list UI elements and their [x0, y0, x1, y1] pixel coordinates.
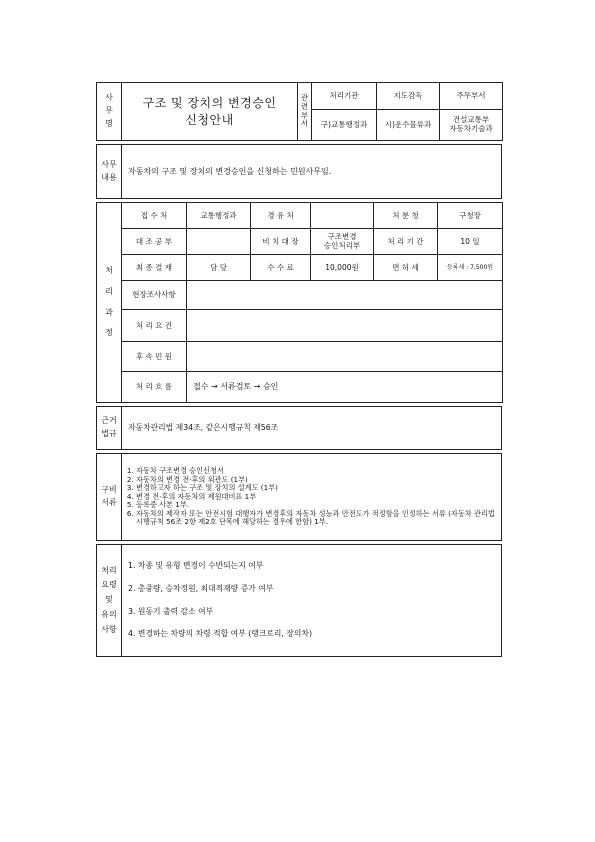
- cell-r2-c4: 구조변경 승인처리부: [311, 229, 374, 255]
- requirements-label: 처 리 요 건: [122, 310, 187, 342]
- cell-r3-c2: 담 당: [187, 255, 251, 281]
- cell-r3-c6: 등록세 : 7,500원: [438, 255, 503, 281]
- notes-list-cell: [122, 545, 502, 657]
- legal-text: 자동차관리법 제34조, 같은시행규칙 제56조: [122, 407, 502, 450]
- affair-name-label: 사 무 명: [97, 83, 122, 141]
- cell-r1-c4: [311, 203, 374, 229]
- cell-r2-c1: 대 조 공 부: [122, 229, 187, 255]
- cell-r1-c6: 구청장: [438, 203, 503, 229]
- requirements-value: [187, 310, 503, 342]
- process-table: [96, 202, 503, 403]
- cell-r3-c4: 10,000원: [311, 255, 374, 281]
- documents-table: [96, 453, 502, 541]
- document-item: 1. 자동차 구조변경 승인신청서: [136, 467, 495, 475]
- document-item: 4. 변경 전·후의 자동차의 제원대비표 1부: [136, 493, 495, 501]
- col-main-dept: 주무부서: [440, 83, 503, 110]
- col-processing-agency: 처리기관: [312, 83, 377, 110]
- cell-r1-c2: 교통행정과: [187, 203, 251, 229]
- document-item: 2. 자동차의 변경 전·후의 외관도 (1부): [136, 476, 495, 484]
- cell-r2-c6: 10 일: [438, 229, 503, 255]
- documents-list-cell: [122, 454, 502, 541]
- cell-r2-c3: 비 치 대 장: [251, 229, 311, 255]
- flow-label: 처 리 흐 름: [122, 372, 187, 403]
- notes-table: [96, 544, 502, 657]
- cell-r1-c5: 처 분 청: [374, 203, 438, 229]
- page-title: 구조 및 장치의 변경승인 신청안내: [122, 83, 298, 141]
- legal-table: [96, 406, 502, 450]
- documents-label: 구비 서류: [97, 454, 122, 541]
- note-item: 2. 총중량, 승차정원, 최대적재량 증가 여부: [128, 583, 274, 593]
- follow-up-label: 후 속 민 원: [122, 342, 187, 372]
- cell-r2-c5: 처 리 기 간: [374, 229, 438, 255]
- related-dept-label: 관 련 부 서: [298, 83, 312, 141]
- site-survey-label: 현장조사사항: [122, 281, 187, 310]
- legal-label: 근거 법규: [97, 407, 122, 450]
- cell-r3-c1: 최 종 결 재: [122, 255, 187, 281]
- header-table: [96, 82, 503, 141]
- val-supervision: 시)운수물류과: [377, 110, 440, 141]
- flow-value: 접수 → 서류검토 → 승인: [187, 372, 503, 403]
- document-item: 5. 등록증 사본 1부.: [136, 501, 495, 509]
- cell-r3-c3: 수 수 료: [251, 255, 311, 281]
- cell-r1-c3: 경 유 처: [251, 203, 311, 229]
- document-item: 3. 변경하고자 하는 구조 및 장치의 설계도 (1부): [136, 484, 495, 492]
- follow-up-value: [187, 342, 503, 372]
- val-processing-agency: 구)교통행정과: [312, 110, 377, 141]
- site-survey-value: [187, 281, 503, 310]
- val-main-dept: 건설교통부 자동차기술과: [440, 110, 503, 141]
- cell-r2-c2: [187, 229, 251, 255]
- document-item: 6. 자동차의 제작자 또는 안전시험 대행자가 변경후의 자동차 성능과 안전도가 적정함을 인정하는 서류 (자동차 관리법 시행규칙 56조 2항 제2호 단목에 해당하는 경우에 한함) 1부.: [136, 510, 495, 527]
- summary-label: 사무 내용: [97, 145, 122, 199]
- note-item: 3. 원동기 출력 감소 여부: [128, 606, 214, 616]
- process-label: 처 리 과 정: [97, 203, 122, 403]
- cell-r1-c1: 접 수 처: [122, 203, 187, 229]
- cell-r3-c5: 면 허 세: [374, 255, 438, 281]
- documents-list: [124, 467, 495, 526]
- note-item: 1. 차종 및 유형 변경이 수반되는지 여부: [128, 561, 264, 571]
- summary-table: [96, 144, 502, 199]
- notes-label: 처리 요령 및 유의 사항: [97, 545, 122, 657]
- summary-text: 자동차의 구조 및 장치의 변경승인을 신청하는 민원사무임.: [122, 145, 502, 199]
- note-item: 4. 변경하는 차량의 차령 적합 여부 (탱크로리, 장의차): [128, 629, 312, 639]
- col-supervision: 지도감독: [377, 83, 440, 110]
- document-page: [96, 82, 502, 657]
